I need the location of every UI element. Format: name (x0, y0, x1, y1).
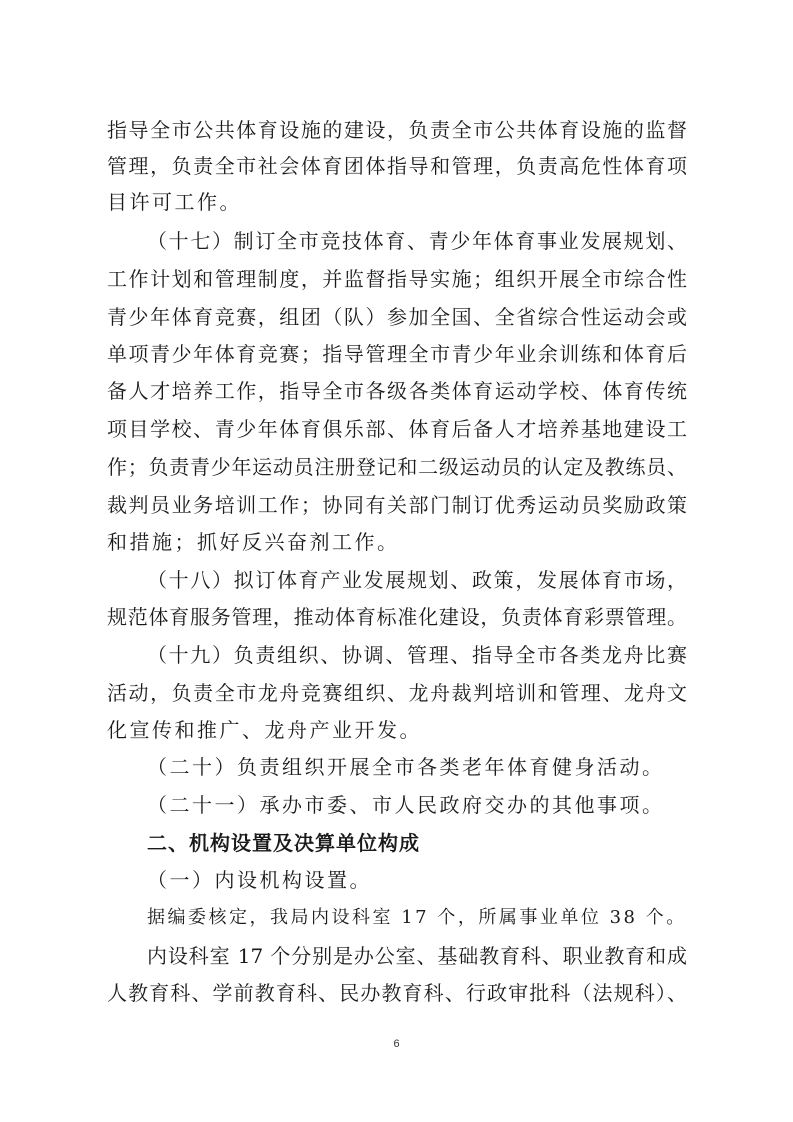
body-line: 指导全市公共体育设施的建设，负责全市公共体育设施的监督 (107, 118, 687, 142)
body-line: 工作计划和管理制度，并监督指导实施；组织开展全市综合性 (107, 267, 687, 291)
body-line: 单项青少年体育竞赛；指导管理全市青少年业余训练和体育后 (107, 342, 687, 366)
body-line: 裁判员业务培训工作；协同有关部门制订优秀运动员奖励政策 (107, 493, 687, 517)
body-line: 规范体育服务管理，推动体育标准化建设，负责体育彩票管理。 (107, 605, 687, 629)
body-line: 项目学校、青少年体育俱乐部、体育后备人才培养基地建设工 (107, 417, 687, 441)
paragraph-17-line: （十七）制订全市竞技体育、青少年体育事业发展规划、 (147, 229, 687, 253)
paragraph-21-line: （二十一）承办市委、市人民政府交办的其他事项。 (147, 793, 665, 817)
body-line: 备人才培养工作，指导全市各级各类体育运动学校、体育传统 (107, 379, 687, 403)
paragraph-19-line: （十九）负责组织、协调、管理、指导全市各类龙舟比赛 (147, 643, 687, 667)
body-line: 青少年体育竞赛，组团（队）参加全国、全省综合性运动会或 (107, 305, 687, 329)
subsection-heading: （一）内设机构设置。 (147, 868, 372, 892)
section-heading: 二、机构设置及决算单位构成 (147, 831, 420, 855)
paragraph-18-line: （十八）拟订体育产业发展规划、政策，发展体育市场， (147, 568, 687, 592)
body-line: 内设科室 17 个分别是办公室、基础教育科、职业教育和成 (147, 944, 687, 968)
body-line: 人教育科、学前教育科、民办教育科、行政审批科（法规科）、 (107, 981, 687, 1005)
page-number: 6 (393, 1038, 400, 1050)
body-line: 目许可工作。 (107, 190, 242, 214)
body-line: 和措施；抓好反兴奋剂工作。 (107, 530, 400, 554)
body-line: 据编委核定，我局内设科室 17 个，所属事业单位 38 个。 (147, 907, 687, 928)
paragraph-20-line: （二十）负责组织开展全市各类老年体育健身活动。 (147, 755, 665, 779)
body-line: 化宣传和推广、龙舟产业开发。 (107, 718, 422, 742)
body-line: 活动，负责全市龙舟竞赛组织、龙舟裁判培训和管理、龙舟文 (107, 681, 687, 705)
body-line: 管理，负责全市社会体育团体指导和管理，负责高危性体育项 (107, 154, 687, 178)
body-line: 作；负责青少年运动员注册登记和二级运动员的认定及教练员、 (107, 455, 687, 479)
